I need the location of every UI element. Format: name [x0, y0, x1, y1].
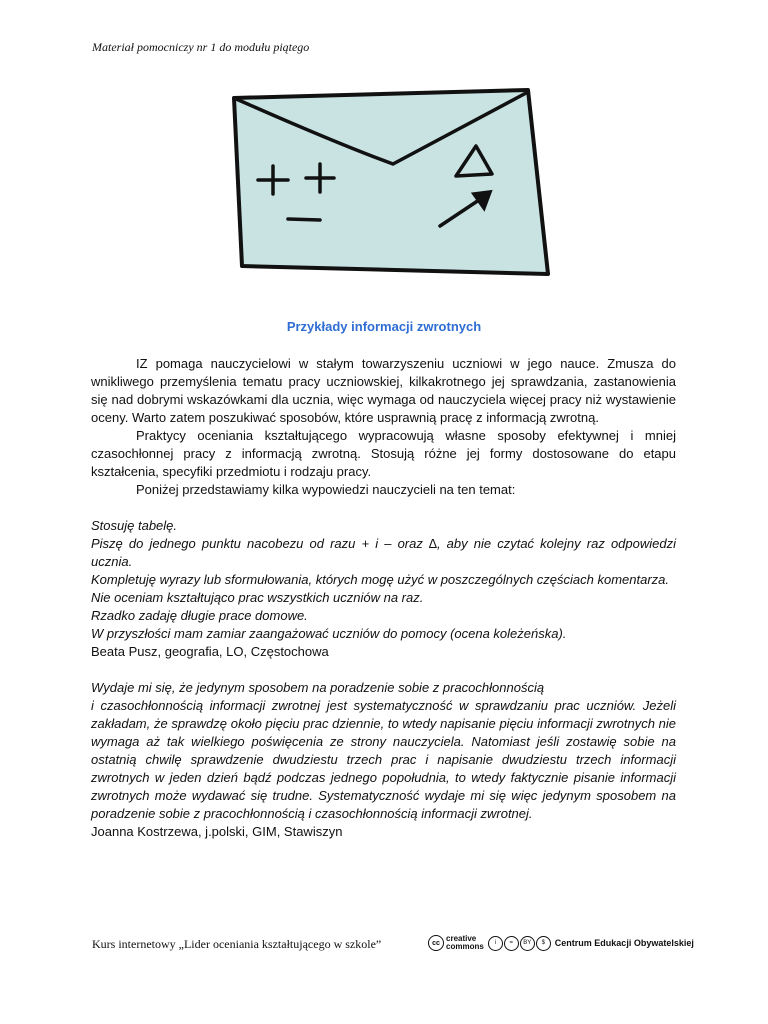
quote-line: Nie oceniam kształtująco prac wszystkich uczniów na raz. — [91, 590, 424, 605]
by-icon: BY — [520, 936, 535, 951]
paragraph: Praktycy oceniania kształtującego wypracowują własne sposoby efektywnej i mniej czasochłonnej pracy z informacją zwrotną. Stosują różne jej formy dostosowane do etapu kształcenia, specyfiki przedmiotu i rodzaju pracy. — [91, 428, 676, 479]
paragraph: Poniżej przedstawiamy kilka wypowiedzi nauczycieli na ten temat: — [136, 482, 516, 497]
quote-line: Rzadko zadaję długie prace domowe. — [91, 608, 308, 623]
document-footer — [92, 935, 702, 955]
quote-author: Beata Pusz, geografia, LO, Częstochowa — [91, 644, 329, 659]
minus-icon — [288, 219, 320, 220]
non-commercial-icon: $ — [536, 936, 551, 951]
quote-line: W przyszłości mam zamiar zaangażować uczniów do pomocy (ocena koleżeńska). — [91, 626, 567, 641]
no-derivatives-icon: = — [504, 936, 519, 951]
creative-commons-logo — [428, 935, 694, 951]
attribution-icon: i — [488, 936, 503, 951]
quote-author: Joanna Kostrzewa, j.polski, GIM, Stawiszyn — [91, 824, 343, 839]
quote-line: Wydaje mi się, że jedynym sposobem na poradzenie sobie z pracochłonnością — [91, 680, 545, 695]
document-body — [91, 355, 676, 841]
cc-wordmark: creative commons — [446, 934, 484, 951]
cc-icon: cc — [428, 935, 444, 951]
organization-name: Centrum Edukacji Obywatelskiej — [554, 938, 694, 948]
paragraph: IZ pomaga nauczycielowi w stałym towarzyszeniu uczniowi w jego nauce. Zmusza do wnikliwego przemyślenia tematu pracy uczniowskiej, kilkakrotnego jej sprawdzania, zastanowienia się nad dobrymi wskazówkami dla ucznia, więc wymaga od nauczyciela więcej pracy niż wystawienie oceny. Warto zatem poszukiwać sposobów, które usprawnią pracę z informacją zwrotną. — [91, 356, 676, 425]
quote-line: Stosuję tabelę. — [91, 518, 178, 533]
document-header: Materiał pomocniczy nr 1 do modułu piątego — [92, 40, 310, 54]
envelope-illustration — [218, 84, 558, 284]
quote-paragraph: i czasochłonnością informacji zwrotnej jest systematyczność w sprawdzaniu prac uczniów. Jeżeli zakładam, że sprawdzę około pięciu prac dziennie, to wtedy napisanie pięciu informacji zwrotnych nie wymaga aż tak wielkiego poświęcenia ze strony nauczyciela. Natomiast jeśli zostawię sobie na ostatnią chwilę sprawdzenie dwudziestu trzech prac i napisanie dwudziestu trzech informacji zwrotnych w jeden dzień bądź podczas jednego popołudnia, to wtedy faktycznie pisanie informacji zwrotnych może wydawać się trudne. Systematyczność wydaje mi się więc jedynym sposobem na poradzenie sobie z pracochłonnością i czasochłonnością informacji zwrotnej. — [91, 698, 676, 821]
quote-line: Piszę do jednego punktu nacobezu od razu + i – oraz ∆, aby nie czytać kolejny raz odpowiedzi ucznia. — [91, 536, 676, 569]
course-name: Kurs internetowy „Lider oceniania kształtującego w szkole” — [92, 937, 382, 951]
section-title: Przykłady informacji zwrotnych — [286, 319, 482, 334]
quote-line: Kompletuję wyrazy lub sformułowania, których mogę użyć w poszczególnych częściach komentarza. — [91, 572, 670, 587]
